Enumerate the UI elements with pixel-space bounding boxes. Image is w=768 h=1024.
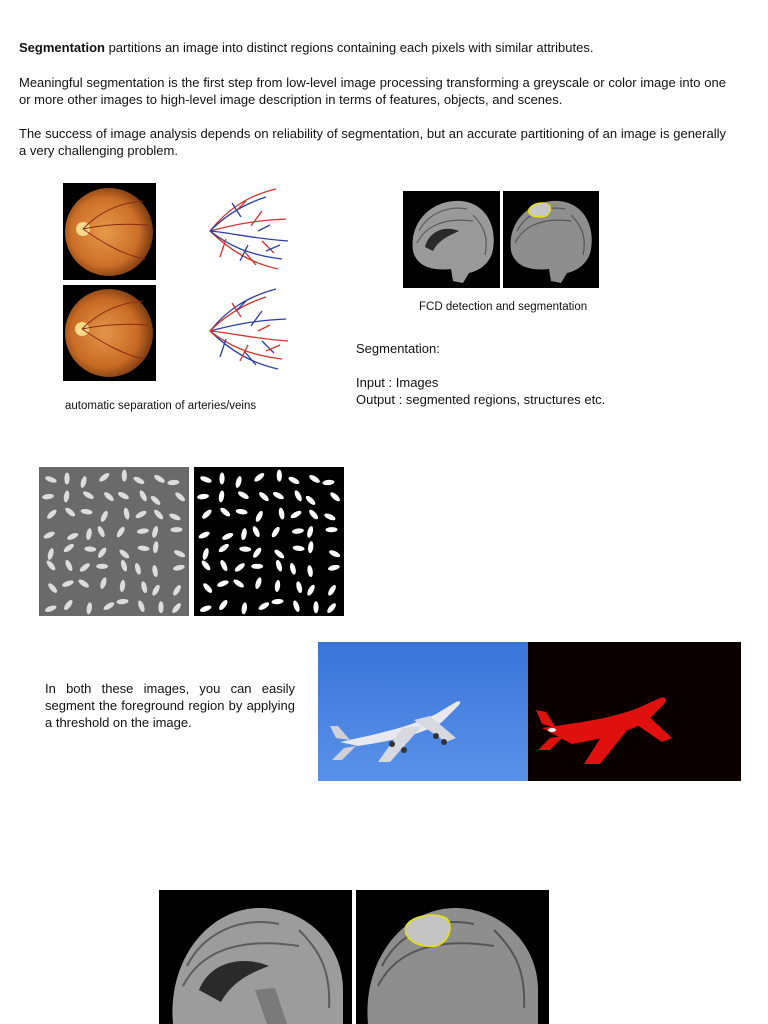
segmentation-output: Output : segmented regions, structures etc. xyxy=(356,392,606,407)
threshold-paragraph: In both these images, you can easily segment the foreground region by applying a threshold on the image. xyxy=(45,681,295,730)
rice-grain xyxy=(64,472,69,484)
rice-grain-mask xyxy=(240,528,247,541)
rice-grain xyxy=(173,549,186,559)
rice-grain xyxy=(140,581,148,594)
rice-grain-mask xyxy=(251,525,261,538)
rice-grain xyxy=(138,489,148,502)
rice-grain-mask xyxy=(237,490,250,501)
rice-grain-mask xyxy=(254,577,263,590)
rice-grain-mask xyxy=(328,549,341,559)
rice-grain-mask xyxy=(295,581,303,594)
rice-grain-mask xyxy=(313,601,318,613)
rice-grain xyxy=(64,506,77,518)
rice-grain-mask xyxy=(200,559,212,572)
rice-grain xyxy=(78,562,91,573)
rice-grain xyxy=(134,562,142,575)
rice-grain xyxy=(46,508,58,520)
rice-grain-mask xyxy=(306,525,314,538)
rice-grain-mask xyxy=(219,559,229,572)
rice-grain xyxy=(80,508,93,515)
intro-text: partitions an image into distinct regions containing each pixels with similar attributes. xyxy=(104,40,594,55)
rice-grain-mask xyxy=(323,512,336,522)
rice-grain xyxy=(103,491,115,503)
vessel-map-top xyxy=(196,181,292,275)
fcd-caption: FCD detection and segmentation xyxy=(419,301,588,313)
rice-grain-mask xyxy=(216,579,229,588)
rice-grain xyxy=(47,548,55,561)
rice-grain-mask xyxy=(293,489,303,502)
rice-grain xyxy=(151,525,159,538)
brain-mri-small-right xyxy=(503,191,599,288)
rice-grain-mask xyxy=(253,472,266,484)
retina-photo-top xyxy=(63,183,156,280)
success-paragraph: The success of image analysis depends on reliability of segmentation, but an accurate partitioning of an image is generally a very challenging problem. xyxy=(19,126,726,158)
brain-mri-large-right xyxy=(356,890,549,1024)
rice-grain xyxy=(117,490,130,500)
rice-grain-mask xyxy=(202,548,210,561)
rice-grain xyxy=(79,476,87,489)
rice-grain-mask xyxy=(287,475,300,485)
rice-grain xyxy=(61,579,74,588)
rice-grain xyxy=(137,600,146,613)
rice-grain-mask xyxy=(273,548,285,560)
rice-grain-mask xyxy=(327,564,340,572)
rice-grain-mask xyxy=(289,509,302,519)
rice-grain-mask xyxy=(275,559,283,572)
rice-grain-mask xyxy=(292,600,301,613)
segmentation-input: Input : Images xyxy=(356,375,439,390)
rice-grain-mask xyxy=(202,582,214,594)
rice-grain xyxy=(171,602,183,615)
rice-grain xyxy=(172,564,185,572)
airplane-mask xyxy=(528,642,741,781)
rice-grain xyxy=(84,546,96,552)
rice-grain-mask xyxy=(218,599,229,612)
rice-grain xyxy=(98,472,111,484)
rice-grain xyxy=(96,564,108,569)
rice-grain xyxy=(119,580,126,593)
retina-caption: automatic separation of arteries/veins xyxy=(65,400,257,412)
rice-grain-mask xyxy=(219,506,232,518)
rice-grain-mask xyxy=(292,545,305,552)
rice-grain xyxy=(152,541,159,554)
rice-grain-mask xyxy=(308,508,320,520)
rice-grain xyxy=(153,508,165,520)
rice-grain xyxy=(152,565,159,578)
rice-grain xyxy=(66,532,79,542)
rice-grain-mask xyxy=(233,562,246,573)
rice-grain-mask xyxy=(258,491,270,503)
segmentation-title: Segmentation: xyxy=(356,341,440,356)
rice-grayscale xyxy=(39,467,189,616)
rice-grain xyxy=(102,601,115,612)
rice-grain xyxy=(120,559,128,572)
rice-grain xyxy=(97,546,108,559)
rice-grain-mask xyxy=(325,527,337,533)
rice-grain-mask xyxy=(278,507,285,520)
airplane-photo xyxy=(318,642,528,781)
rice-grain xyxy=(63,490,70,503)
rice-grain xyxy=(134,509,147,519)
rice-grain xyxy=(45,559,57,572)
rice-grain-mask xyxy=(327,584,338,597)
meaningful-paragraph: Meaningful segmentation is the first step from low-level image processing transforming a greyscale or color image into one or more other images to high-level image description in terms of features, objects, and scenes. xyxy=(19,75,726,107)
rice-grain xyxy=(99,510,109,523)
rice-grain xyxy=(63,599,74,612)
rice-grain-mask xyxy=(270,526,281,539)
rice-grain xyxy=(86,602,93,615)
rice-grain xyxy=(44,475,57,484)
rice-grain-mask xyxy=(307,541,314,554)
rice-grain xyxy=(172,584,183,597)
rice-grain xyxy=(47,582,59,594)
rice-grain-mask xyxy=(199,475,212,484)
rice-grain xyxy=(62,542,75,553)
rice-grain-mask xyxy=(218,490,225,503)
rice-grain xyxy=(168,512,181,522)
segmentation-term: Segmentation xyxy=(19,40,105,55)
rice-grain-mask xyxy=(217,542,230,553)
rice-grain xyxy=(43,530,56,540)
rice-grain-mask xyxy=(292,528,305,535)
rice-grain xyxy=(167,479,179,485)
rice-grain-mask xyxy=(289,562,297,575)
rice-grain-mask xyxy=(329,491,341,503)
rice-grain-mask xyxy=(271,598,283,604)
rice-grain-mask xyxy=(257,601,270,612)
rice-grain-mask xyxy=(235,508,248,515)
intro-paragraph xyxy=(19,39,726,56)
rice-grain-mask xyxy=(221,532,234,542)
rice-grain-mask xyxy=(308,474,321,485)
rice-grain xyxy=(153,474,166,485)
rice-grain-mask xyxy=(241,602,248,615)
brain-mri-small-left xyxy=(403,191,500,288)
rice-grain-mask xyxy=(306,584,316,597)
rice-grain xyxy=(118,548,130,560)
rice-grain xyxy=(42,493,55,500)
rice-grain-mask xyxy=(322,479,334,485)
rice-grain-mask xyxy=(234,476,242,489)
rice-grain xyxy=(85,528,92,541)
rice-grain-mask xyxy=(254,510,264,523)
rice-grain-mask xyxy=(232,578,245,589)
rice-grain xyxy=(122,470,127,482)
rice-grain-mask xyxy=(201,508,213,520)
rice-binary xyxy=(194,467,344,616)
rice-grain-mask xyxy=(252,546,263,559)
rice-grain-mask xyxy=(272,490,285,500)
rice-grain-mask xyxy=(219,472,224,484)
rice-grain-mask xyxy=(326,602,338,615)
rice-grain xyxy=(170,527,182,533)
rice-grain-mask xyxy=(199,604,212,613)
rice-grain xyxy=(77,578,90,589)
rice-grain xyxy=(137,528,150,535)
rice-grain-mask xyxy=(239,546,251,552)
rice-grain xyxy=(115,526,126,539)
rice-grain-mask xyxy=(251,564,263,569)
rice-grain xyxy=(151,584,161,597)
rice-grain-mask xyxy=(304,494,316,506)
vessel-map-bottom xyxy=(196,283,292,377)
rice-grain xyxy=(64,559,74,572)
rice-grain xyxy=(149,494,161,506)
rice-grain-mask xyxy=(274,580,281,593)
rice-grain xyxy=(96,525,106,538)
retina-photo-bottom xyxy=(63,285,156,381)
rice-grain xyxy=(174,491,186,503)
rice-grain xyxy=(158,601,163,613)
rice-grain-mask xyxy=(307,565,314,578)
rice-grain xyxy=(44,604,57,613)
rice-grain-mask xyxy=(197,493,210,500)
rice-grain xyxy=(116,598,128,604)
brain-mri-large-left xyxy=(159,890,352,1024)
rice-grain-mask xyxy=(198,530,211,540)
rice-grain xyxy=(82,490,95,501)
rice-grain xyxy=(137,545,150,552)
rice-grain xyxy=(132,475,145,485)
rice-grain xyxy=(99,577,108,590)
rice-grain xyxy=(123,507,130,520)
rice-grain-mask xyxy=(277,470,282,482)
